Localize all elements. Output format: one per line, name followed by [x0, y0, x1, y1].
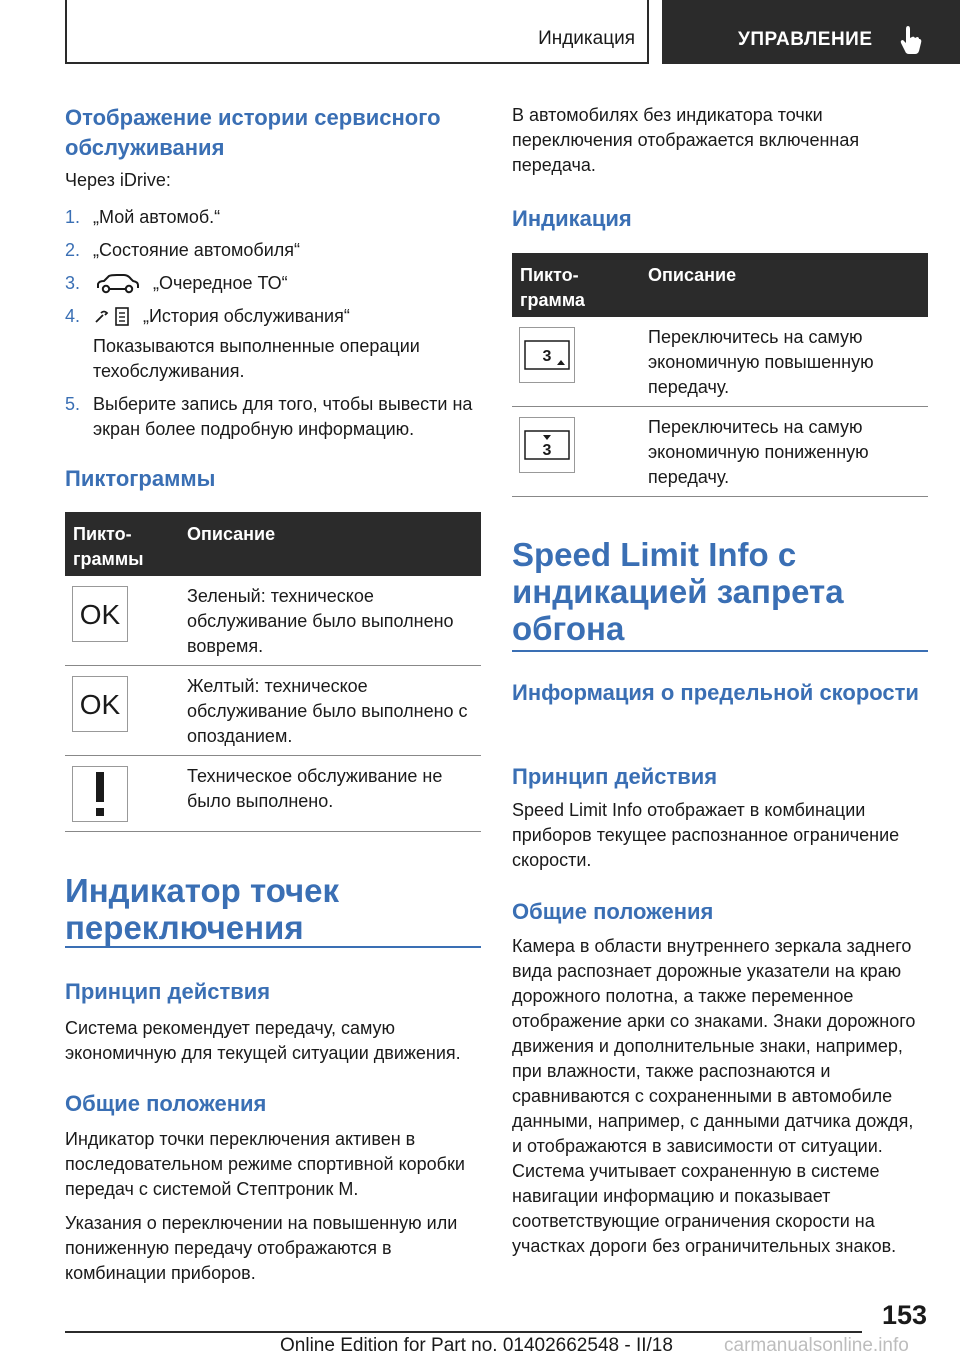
- table-header: [65, 512, 481, 576]
- list-text: Выберите запись для того, чтобы вывести на экран более подробную информацию.: [93, 394, 473, 439]
- table-row: [512, 317, 928, 407]
- list-text: „История обслуживания“: [143, 306, 350, 326]
- general-heading: Общие положения: [512, 899, 714, 924]
- speed-limit-heading: Speed Limit Info с индикацией запрета обгона: [512, 536, 844, 647]
- general-heading: Общие положения: [65, 1091, 267, 1116]
- display-heading: Индикация: [512, 206, 632, 231]
- section-rule: [512, 650, 928, 652]
- general-text: Указания о переключении на повышенную или пониженную передачу отображаются в комбинации приборов.: [65, 1213, 458, 1283]
- list-text: Показываются выполненные операции техобслуживания.: [93, 336, 420, 381]
- footer-rule: [65, 1331, 862, 1333]
- pictogram-description: Техническое обслуживание не было выполнено.: [187, 766, 443, 811]
- table-row: [65, 666, 481, 756]
- ok-green-icon: [72, 586, 128, 642]
- gear-up-icon: [519, 327, 575, 383]
- pictogram-description: Зеленый: техническое обслуживание было выполнено вовремя.: [187, 586, 454, 656]
- svg-text:3: 3: [542, 442, 552, 459]
- list-item: [65, 271, 481, 296]
- footer-edition: Online Edition for Part no. 01402662548 - II/18: [280, 1335, 673, 1356]
- list-item: [65, 392, 481, 442]
- list-item: [65, 205, 481, 230]
- table-header-pictogram: Пикто- граммы: [73, 524, 144, 569]
- list-number: 2.: [65, 240, 81, 260]
- pictograms-heading: Пиктограммы: [65, 466, 216, 491]
- gear-down-icon: [519, 417, 575, 473]
- svg-text:OK: OK: [79, 599, 121, 630]
- gear-table: [512, 253, 928, 497]
- list-number: 3.: [65, 273, 81, 293]
- list-text: „Состояние автомобиля“: [93, 240, 301, 260]
- list-text: „Мой автомоб.“: [93, 207, 221, 227]
- list-number: 4.: [65, 306, 81, 326]
- watermark: carmanualsonline.info: [724, 1335, 909, 1356]
- table-row: [512, 407, 928, 497]
- list-text: „Очередное ТО“: [153, 273, 288, 293]
- principle-heading: Принцип действия: [65, 979, 271, 1004]
- section-rule: [65, 946, 481, 948]
- table-row: [65, 756, 481, 832]
- table-row: [65, 576, 481, 666]
- service-history-icon: [95, 306, 131, 328]
- pictogram-description: Желтый: техническое обслуживание было выполнено с опозданием.: [187, 676, 468, 746]
- hand-pointer-icon: [900, 26, 922, 54]
- header-section-box: [65, 0, 649, 64]
- header-section-label: Индикация: [538, 28, 635, 49]
- pictograms-table: [65, 512, 481, 832]
- list-number: 1.: [65, 207, 81, 227]
- table-header: [512, 253, 928, 317]
- principle-text: Speed Limit Info отображает в комбинации приборов текущее распознанное ограничение скорости.: [512, 800, 900, 870]
- shift-indicator-heading: Индикатор точек переключения: [65, 872, 340, 946]
- list-item: [65, 334, 481, 384]
- speed-info-heading: Информация о предельной скорости: [512, 680, 919, 705]
- gear-description: Переключитесь на самую экономичную пониженную передачу.: [648, 417, 869, 487]
- header-chapter-tab: [662, 0, 960, 64]
- exclamation-icon: [72, 766, 128, 822]
- principle-text: Система рекомендует передачу, самую экономичную для текущей ситуации движения.: [65, 1018, 461, 1063]
- table-header-pictogram: Пикто- грамма: [520, 265, 585, 310]
- header-chapter-label: УПРАВЛЕНИЕ: [738, 29, 873, 50]
- table-header-description: Описание: [187, 524, 276, 544]
- car-icon: [95, 274, 141, 294]
- service-history-heading: Отображение истории сервисного обслуживания: [65, 105, 441, 160]
- via-idrive-text: Через iDrive:: [65, 170, 171, 190]
- svg-text:3: 3: [542, 348, 552, 365]
- list-item: [65, 238, 481, 263]
- general-text: Камера в области внутреннего зеркала заднего вида распознает дорожные указатели на краю дорожного полотна, а также переменное отображение арки со знаками. Знаки дорожного движения и дополнительные знаки, например, при влажности, также распознаются и сравниваются с сохраненными в автомобиле данными, например, с данными датчика дождя, и отображаются в зависимости от ситуации. Система учитывает сохраненную в системе навигации информацию и показывает соответствующие ограничения скорости на участках дороги без ограничительных знаков.: [512, 936, 916, 1256]
- ok-yellow-icon: [72, 676, 128, 732]
- svg-text:OK: OK: [79, 689, 121, 720]
- gear-description: Переключитесь на самую экономичную повышенную передачу.: [648, 327, 874, 397]
- principle-heading: Принцип действия: [512, 764, 718, 789]
- table-header-description: Описание: [648, 265, 737, 285]
- list-item: [65, 304, 481, 329]
- list-number: 5.: [65, 394, 81, 414]
- general-text: Индикатор точки переключения активен в последовательном режиме спортивной коробки передач с системой Стептроник M.: [65, 1129, 465, 1199]
- page-number: 153: [882, 1300, 928, 1330]
- intro-text: В автомобилях без индикатора точки переключения отображается включенная передача.: [512, 105, 860, 175]
